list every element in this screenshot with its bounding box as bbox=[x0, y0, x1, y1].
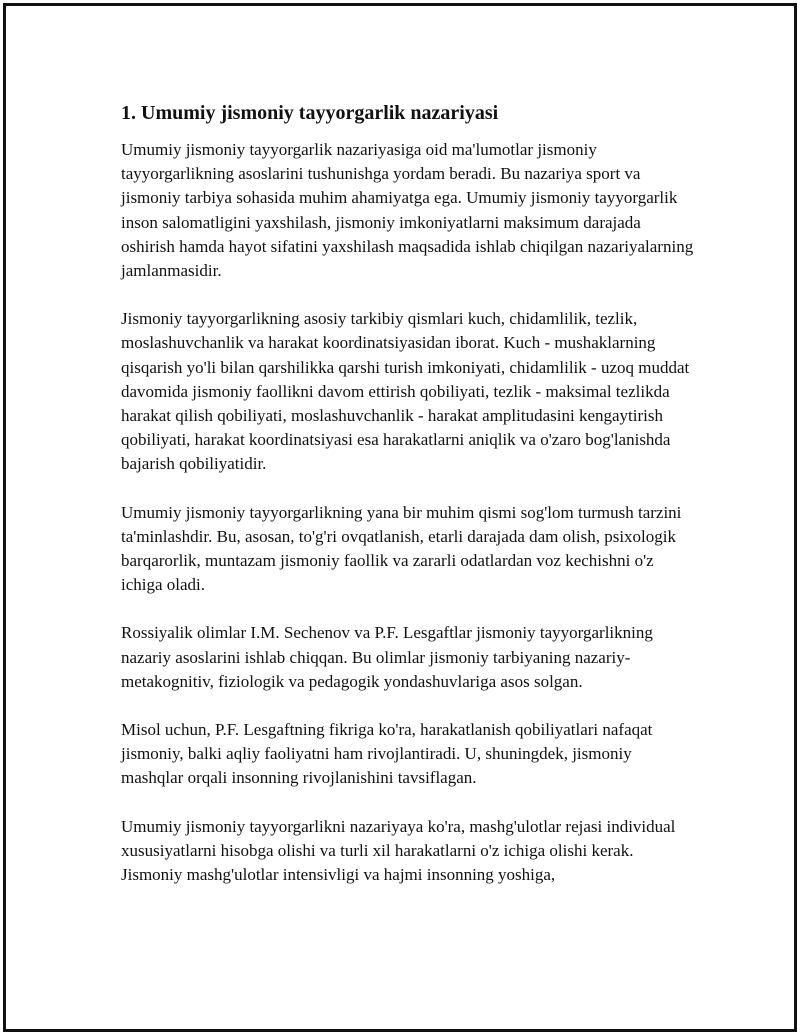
section-heading: 1. Umumiy jismoniy tayyorgarlik nazariyasi bbox=[121, 102, 499, 124]
paragraph-3: Umumiy jismoniy tayyorgarlikning yana bir muhim qismi sog'lom turmush tarzini ta'minlashdir. Bu, asosan, to'g'ri ovqatlanish, etarli darajada dam olish, psixologik barqarorlik, muntazam jismoniy faollik va zararli odatlardan voz kechishni o'z ichiga oladi. bbox=[121, 502, 682, 595]
paragraph-5: Misol uchun, P.F. Lesgaftning fikriga ko'ra, harakatlanish qobiliyatlari nafaqat jismoniy, balki aqliy faoliyatni ham rivojlantiradi. U, shuningdek, jismoniy mashqlar orqali insonning rivojlanishini tavsiflagan. bbox=[121, 720, 653, 788]
page-border bbox=[3, 3, 797, 1032]
paragraph-6: Umumiy jismoniy tayyorgarlikni nazariyaya ko'ra, mashg'ulotlar rejasi individual xususiyatlarni hisobga olishi va turli xil harakatlarni o'z ichiga olishi kerak. Jismoniy mashg'ulotlar intensivligi va hajmi insonning yoshiga, bbox=[121, 816, 676, 885]
paragraph-2: Jismoniy tayyorgarlikning asosiy tarkibiy qismlari kuch, chidamlilik, tezlik, moslashuvchanlik va harakat koordinatsiyasidan iborat. Kuch - mushaklarning qisqarish yo'li bilan qarshilikka qarshi turish imkoniyati, chidamlilik - uzoq muddat davomida jismoniy faollikni davom ettirish qobiliyati, tezlik - maksimal tezlikda harakat qilish qobiliyati, moslashuvchanlik - harakat amplitudasini kengaytirish qobiliyati, harakat koordinatsiyasi esa harakatlarni aniqlik va o'zaro bog'lanishda bajarish qobiliyatidir. bbox=[121, 309, 690, 474]
paragraph-4: Rossiyalik olimlar I.M. Sechenov va P.F. Lesgaftlar jismoniy tayyorgarlikning nazariy asoslarini ishlab chiqqan. Bu olimlar jismoniy tarbiyaning nazariy-metakognitiv, fiziologik va pedagogik yondashuvlariga asos solgan. bbox=[121, 623, 653, 691]
paragraph-1: Umumiy jismoniy tayyorgarlik nazariyasiga oid ma'lumotlar jismoniy tayyorgarlikning asoslarini tushunishga yordam beradi. Bu nazariya sport va jismoniy tarbiya sohasida muhim ahamiyatga ega. Umumiy jismoniy tayyorgarlik inson salomatligini yaxshilash, jismoniy imkoniyatlarni maksimum darajada oshirish hamda hayot sifatini yaxshilash maqsadida ishlab chiqilgan nazariyalarning jamlanmasidir. bbox=[121, 140, 694, 281]
document-body bbox=[121, 100, 696, 911]
